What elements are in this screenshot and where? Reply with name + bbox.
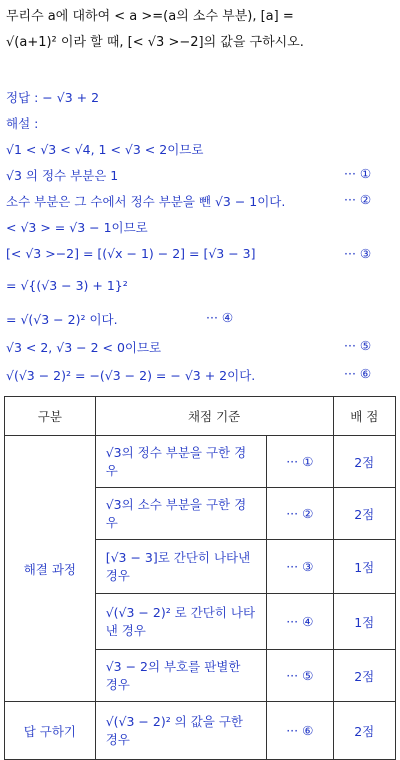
criteria-cell: √(√3 − 2)² 로 간단히 나타낸 경우 (95, 594, 266, 650)
score-cell: 2점 (333, 650, 396, 702)
number-cell: ··· ② (267, 488, 334, 540)
number-cell: ··· ① (267, 436, 334, 488)
header-category: 구분 (5, 397, 96, 436)
step-3 (6, 192, 398, 210)
score-cell: 2점 (333, 436, 396, 488)
step-text: √3 의 정수 부분은 1 (6, 168, 119, 183)
step-number: ··· ⑤ (344, 338, 372, 353)
question-line-2: √(a+1)² 이라 할 때, [< √3 >−2]의 값을 구하시오. (6, 35, 304, 50)
step-9 (6, 366, 398, 384)
step-text: √1 < √3 < √4, 1 < √3 < 2이므로 (6, 142, 204, 157)
number-cell: ··· ③ (267, 540, 334, 594)
question-line-1: 무리수 a에 대하여 < a >=(a의 소수 부분), [a] = (6, 9, 294, 24)
step-number: ··· ③ (344, 246, 372, 261)
step-text: < √3 > = √3 − 1이므로 (6, 220, 148, 235)
step-text: [< √3 >−2] = [(√x − 1) − 2] = [√3 − 3] (6, 246, 256, 261)
step-text: = √(√3 − 2)² 이다. (6, 312, 118, 327)
criteria-cell: √3의 소수 부분을 구한 경우 (95, 488, 266, 540)
table-row (5, 702, 396, 760)
step-text: √3 < 2, √3 − 2 < 0이므로 (6, 340, 162, 355)
criteria-cell: [√3 − 3]로 간단히 나타낸 경우 (95, 540, 266, 594)
scoring-table (4, 396, 396, 760)
score-cell: 1점 (333, 594, 396, 650)
criteria-cell: √3 − 2의 부호를 판별한 경우 (95, 650, 266, 702)
answer-line: 정답 : − √3 + 2 (6, 90, 100, 105)
group-label-answer: 답 구하기 (5, 702, 96, 760)
score-cell: 2점 (333, 488, 396, 540)
score-cell: 1점 (333, 540, 396, 594)
question-text (6, 4, 398, 56)
number-cell: ··· ④ (267, 594, 334, 650)
explanation-label: 해설 : (6, 116, 39, 131)
step-number: ··· ④ (206, 310, 234, 325)
criteria-cell: √(√3 − 2)² 의 값을 구한 경우 (95, 702, 266, 760)
step-text: 소수 부분은 그 수에서 정수 부분을 뺀 √3 − 1이다. (6, 194, 286, 209)
step-text: √(√3 − 2)² = −(√3 − 2) = − √3 + 2이다. (6, 368, 256, 383)
step-6 (6, 278, 398, 293)
step-1 (6, 140, 398, 158)
number-cell: ··· ⑤ (267, 650, 334, 702)
score-cell: 2점 (333, 702, 396, 760)
criteria-cell: √3의 정수 부분을 구한 경우 (95, 436, 266, 488)
step-5 (6, 246, 398, 261)
number-cell: ··· ⑥ (267, 702, 334, 760)
group-label-process: 해결 과정 (5, 436, 96, 702)
step-text: = √{(√3 − 3) + 1}² (6, 278, 128, 293)
step-7 (6, 310, 398, 328)
header-criteria: 채점 기준 (95, 397, 333, 436)
table-header-row (5, 397, 396, 436)
step-number: ··· ① (344, 166, 372, 181)
table-row (5, 436, 396, 488)
step-2 (6, 166, 398, 184)
step-number: ··· ⑥ (344, 366, 372, 381)
step-8 (6, 338, 398, 356)
step-4 (6, 218, 398, 236)
step-number: ··· ② (344, 192, 372, 207)
header-score: 배 점 (333, 397, 396, 436)
